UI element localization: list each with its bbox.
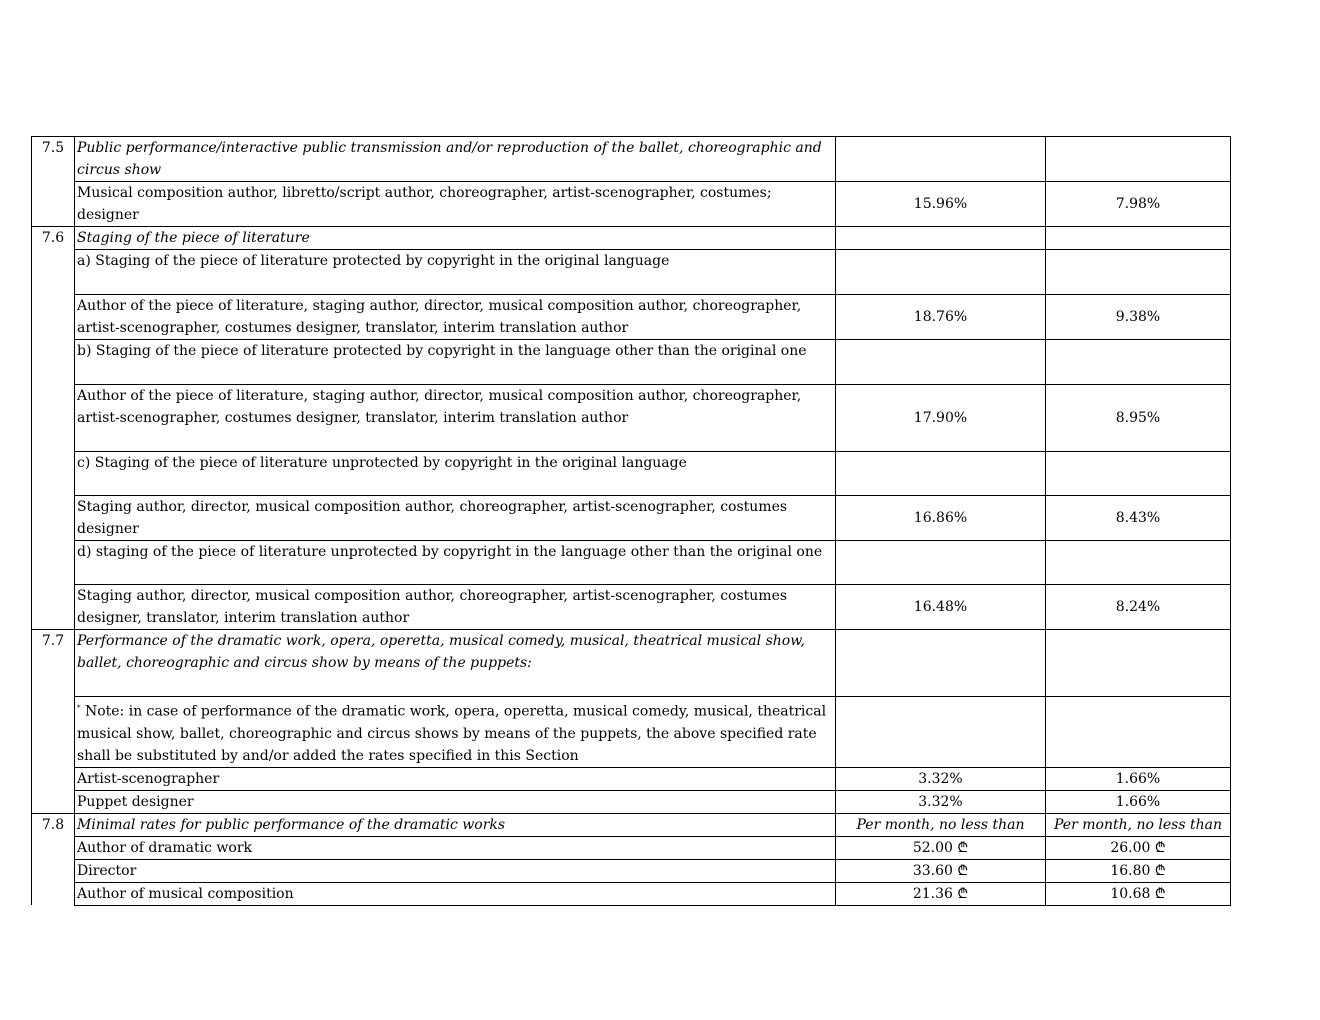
section-title: Staging of the piece of literature xyxy=(75,227,836,250)
subsection-heading: a) Staging of the piece of literature protected by copyright in the original language xyxy=(75,250,836,295)
rate-secondary: 16.80 ₾ xyxy=(1046,859,1231,882)
section-7-8-title-row xyxy=(32,813,1231,836)
row-description: Puppet designer xyxy=(75,790,836,813)
rates-table xyxy=(31,136,1231,906)
column-header-secondary: Per month, no less than xyxy=(1046,813,1231,836)
subsection-heading: b) Staging of the piece of literature protected by copyright in the language other than the original one xyxy=(75,340,836,385)
rate-secondary: 9.38% xyxy=(1046,295,1231,340)
note-text: Note: in case of performance of the dramatic work, opera, operetta, musical comedy, musical, theatrical musical show, ballet, choreographic and circus shows by means of the puppets, the above specified rate shall be substituted by and/or added the rates specified in this Section xyxy=(77,703,827,764)
section-number: 7.5 xyxy=(32,137,75,182)
rate-secondary: 8.24% xyxy=(1046,585,1231,630)
row-description: Author of the piece of literature, staging author, director, musical composition author, choreographer, artist-scenographer, costumes designer, translator, interim translation author xyxy=(75,295,836,340)
rate-primary: 3.32% xyxy=(836,767,1046,790)
rate-primary: 21.36 ₾ xyxy=(836,882,1046,905)
rate-secondary: 1.66% xyxy=(1046,767,1231,790)
section-7-6-title-row xyxy=(32,227,1231,250)
note-row xyxy=(32,697,1231,768)
table-row xyxy=(32,295,1231,340)
row-description: Staging author, director, musical composition author, choreographer, artist-scenographer, costumes designer, translator, interim translation author xyxy=(75,585,836,630)
rate-primary: 16.48% xyxy=(836,585,1046,630)
table-row xyxy=(32,790,1231,813)
rate-primary: 18.76% xyxy=(836,295,1046,340)
table-row xyxy=(32,882,1231,905)
note-marker: * xyxy=(77,704,81,712)
rate-cell-empty xyxy=(836,137,1046,182)
subsection-heading-row xyxy=(32,250,1231,295)
table-row xyxy=(32,182,1231,227)
row-description: Artist-scenographer xyxy=(75,767,836,790)
subsection-heading: d) staging of the piece of literature unprotected by copyright in the language other than the original one xyxy=(75,541,836,585)
row-description: Author of musical composition xyxy=(75,882,836,905)
section-7-7-title-row xyxy=(32,630,1231,697)
row-description: Author of dramatic work xyxy=(75,836,836,859)
rate-secondary: 1.66% xyxy=(1046,790,1231,813)
subsection-heading-row xyxy=(32,541,1231,585)
section-note xyxy=(75,697,836,768)
row-description: Director xyxy=(75,859,836,882)
subsection-heading: c) Staging of the piece of literature unprotected by copyright in the original language xyxy=(75,452,836,496)
row-description: Staging author, director, musical composition author, choreographer, artist-scenographer, costumes designer xyxy=(75,496,836,541)
rate-primary: 33.60 ₾ xyxy=(836,859,1046,882)
table-row xyxy=(32,385,1231,452)
rate-secondary: 10.68 ₾ xyxy=(1046,882,1231,905)
section-number: 7.8 xyxy=(32,813,75,836)
table-row xyxy=(32,585,1231,630)
section-title: Public performance/interactive public transmission and/or reproduction of the ballet, choreographic and circus show xyxy=(75,137,836,182)
table-row xyxy=(32,836,1231,859)
section-title: Performance of the dramatic work, opera, operetta, musical comedy, musical, theatrical musical show, ballet, choreographic and circus show by means of the puppets: xyxy=(75,630,836,697)
row-description: Author of the piece of literature, staging author, director, musical composition author, choreographer, artist-scenographer, costumes designer, translator, interim translation author xyxy=(75,385,836,452)
rate-secondary: 7.98% xyxy=(1046,182,1231,227)
rate-primary: 17.90% xyxy=(836,385,1046,452)
rate-primary: 3.32% xyxy=(836,790,1046,813)
row-description: Musical composition author, libretto/script author, choreographer, artist-scenographer, costumes; designer xyxy=(75,182,836,227)
section-number: 7.7 xyxy=(32,630,75,697)
subsection-heading-row xyxy=(32,452,1231,496)
table-row xyxy=(32,767,1231,790)
table-row xyxy=(32,496,1231,541)
section-title: Minimal rates for public performance of the dramatic works xyxy=(75,813,836,836)
table-row xyxy=(32,859,1231,882)
rate-primary: 52.00 ₾ xyxy=(836,836,1046,859)
subsection-heading-row xyxy=(32,340,1231,385)
rate-secondary: 8.95% xyxy=(1046,385,1231,452)
rate-primary: 15.96% xyxy=(836,182,1046,227)
section-number: 7.6 xyxy=(32,227,75,250)
rate-secondary: 8.43% xyxy=(1046,496,1231,541)
rate-cell-empty xyxy=(1046,137,1231,182)
rate-secondary: 26.00 ₾ xyxy=(1046,836,1231,859)
column-header-primary: Per month, no less than xyxy=(836,813,1046,836)
section-7-5-title-row xyxy=(32,137,1231,182)
rate-primary: 16.86% xyxy=(836,496,1046,541)
